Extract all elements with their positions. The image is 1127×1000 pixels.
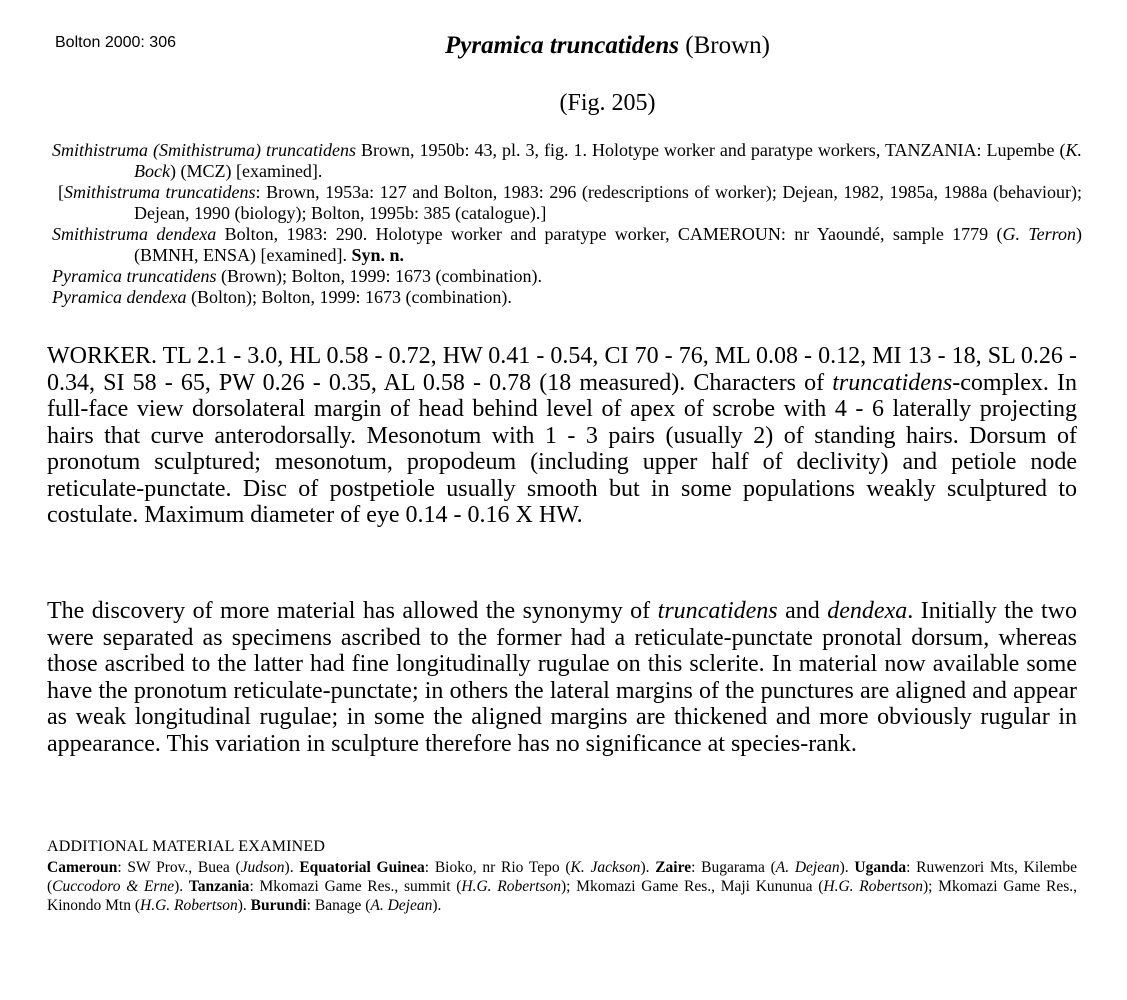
collector-name: Cuccodoro & Erne — [52, 878, 175, 895]
locality-text: ). — [237, 897, 251, 914]
material-heading: ADDITIONAL MATERIAL EXAMINED — [47, 838, 326, 855]
locality-text: : SW Prov., Buea ( — [117, 859, 241, 876]
taxon-name: Smithistruma truncatidens — [64, 182, 256, 202]
collector-name: K. Jackson — [570, 859, 641, 876]
synonymy-entry — [52, 182, 1082, 224]
collector-name: H.G. Robertson — [140, 897, 238, 914]
locality-text: : Mkomazi Game Res., summit ( — [249, 878, 462, 895]
country-name: Uganda — [854, 859, 907, 876]
collector-name: Judson — [240, 859, 285, 876]
taxon-name: Smithistruma dendexa — [52, 224, 217, 244]
synonymy-entry — [52, 266, 1082, 287]
species-name: Pyramica truncatidens — [444, 32, 680, 59]
entry-text: ) (MCZ) [examined]. — [169, 161, 323, 181]
entry-text: Brown, 1950b: 43, pl. 3, fig. 1. Holotype worker and paratype workers, TANZANIA: Lupembe ( — [361, 140, 1066, 160]
entry-text: : Brown, 1953a: 127 and Bolton, 1983: 296 (redescriptions of worker); Dejean, 1982, 1985a, 1988a (behaviour); Dejean, 1990 (biology); Bolton, 1995b: 385 (catalogue).] — [134, 182, 1082, 223]
figure-reference: (Fig. 205) — [559, 90, 656, 116]
synonymy-entry — [52, 140, 1082, 182]
discussion-paragraph — [47, 598, 1077, 757]
complex-name: truncatidens — [832, 369, 953, 396]
locality-text: ). — [432, 897, 442, 914]
collector-name: K. Bock — [134, 140, 1082, 181]
locality-text: ). — [640, 859, 656, 876]
discussion-text: The discovery of more material has allowed the synonymy of — [47, 598, 658, 624]
locality-text: : Ruwenzori Mts, Kilembe ( — [47, 859, 1077, 895]
worker-description — [47, 343, 1077, 529]
collector-name: H.G. Robertson — [823, 878, 923, 895]
locality-text: : Banage ( — [306, 897, 371, 914]
synonymy-entry — [52, 287, 1082, 308]
locality-text: : Bugarama ( — [691, 859, 776, 876]
entry-text: ) (BMNH, ENSA) [examined]. — [134, 224, 1082, 265]
collector-name: A. Dejean — [775, 859, 840, 876]
synonymy-status: Syn. n. — [351, 245, 405, 265]
species-title — [0, 32, 1127, 60]
synonymy-list — [52, 140, 1082, 308]
collector-name: H.G. Robertson — [461, 878, 561, 895]
country-name: Equatorial Guinea — [299, 859, 425, 876]
country-name: Cameroun — [47, 859, 118, 876]
material-list — [47, 858, 1077, 915]
species-author: (Brown) — [685, 32, 770, 59]
taxon-name: Pyramica dendexa — [52, 287, 187, 307]
discussion-text: and — [777, 598, 828, 624]
locality-text: ); Mkomazi Game Res., Kinondo Mtn ( — [47, 878, 1078, 914]
country-name: Tanzania — [188, 878, 250, 895]
locality-text: : Bioko, nr Rio Tepo ( — [424, 859, 571, 876]
taxon-name: dendexa — [827, 598, 908, 624]
taxon-name: Pyramica truncatidens — [52, 266, 217, 286]
locality-text: ). — [284, 859, 300, 876]
country-name: Zaire — [655, 859, 692, 876]
bracket: [ — [58, 182, 64, 202]
taxon-name: Smithistruma (Smithistruma) truncatidens — [52, 140, 356, 160]
locality-text: ); Mkomazi Game Res., Maji Kununua ( — [560, 878, 824, 895]
entry-text: Bolton, 1983: 290. Holotype worker and paratype worker, CAMEROUN: nr Yaoundé, sample 1779 ( — [224, 224, 1003, 244]
collector-name: G. Terron — [1002, 224, 1076, 244]
locality-text: ). — [839, 859, 855, 876]
worker-text: -complex. In full-face view dorsolateral margin of head behind level of apex of scrobe with 4 - 6 laterally projecting hairs that curve anterodorsally. Mesonotum with 1 - 3 pairs (usually 2) of standing hairs. Dorsum of pronotum sculptured; mesonotum, propodeum (including upper half of declivity) and petiole node reticulate-punctate. Disc of postpetiole usually smooth but in some populations weakly sculptured to costulate. Maximum diameter of eye 0.14 - 0.16 X HW. — [47, 369, 1078, 528]
page-reference: Bolton 2000: 306 — [55, 34, 176, 51]
country-name: Burundi — [250, 897, 307, 914]
discussion-text: . Initially the two were separated as specimens ascribed to the former had a reticulate-punctate pronotal dorsum, whereas those ascribed to the latter had fine longitudinally rugulae on this sclerite. In material now available some have the pronotum reticulate-punctate; in others the lateral margins of the punctures are aligned and appear as weak longitudinal rugulae; in some the aligned margins are thickened and more obviously rugular in appearance. This variation in sculpture therefore has no significance at species-rank. — [47, 598, 1078, 757]
synonymy-entry — [52, 224, 1082, 266]
collector-name: A. Dejean — [370, 897, 433, 914]
entry-text: (Brown); Bolton, 1999: 1673 (combination). — [220, 266, 542, 286]
taxon-name: truncatidens — [657, 598, 778, 624]
worker-text: WORKER. TL 2.1 - 3.0, HL 0.58 - 0.72, HW 0.41 - 0.54, CI 70 - 76, ML 0.08 - 0.12, MI 13 - 18, SL 0.26 - 0.34, SI 58 - 65, PW 0.26 - 0.35, AL 0.58 - 0.78 (18 measured). Characters of — [47, 343, 1077, 396]
locality-text: ). — [174, 878, 189, 895]
entry-text: (Bolton); Bolton, 1999: 1673 (combination). — [190, 287, 512, 307]
